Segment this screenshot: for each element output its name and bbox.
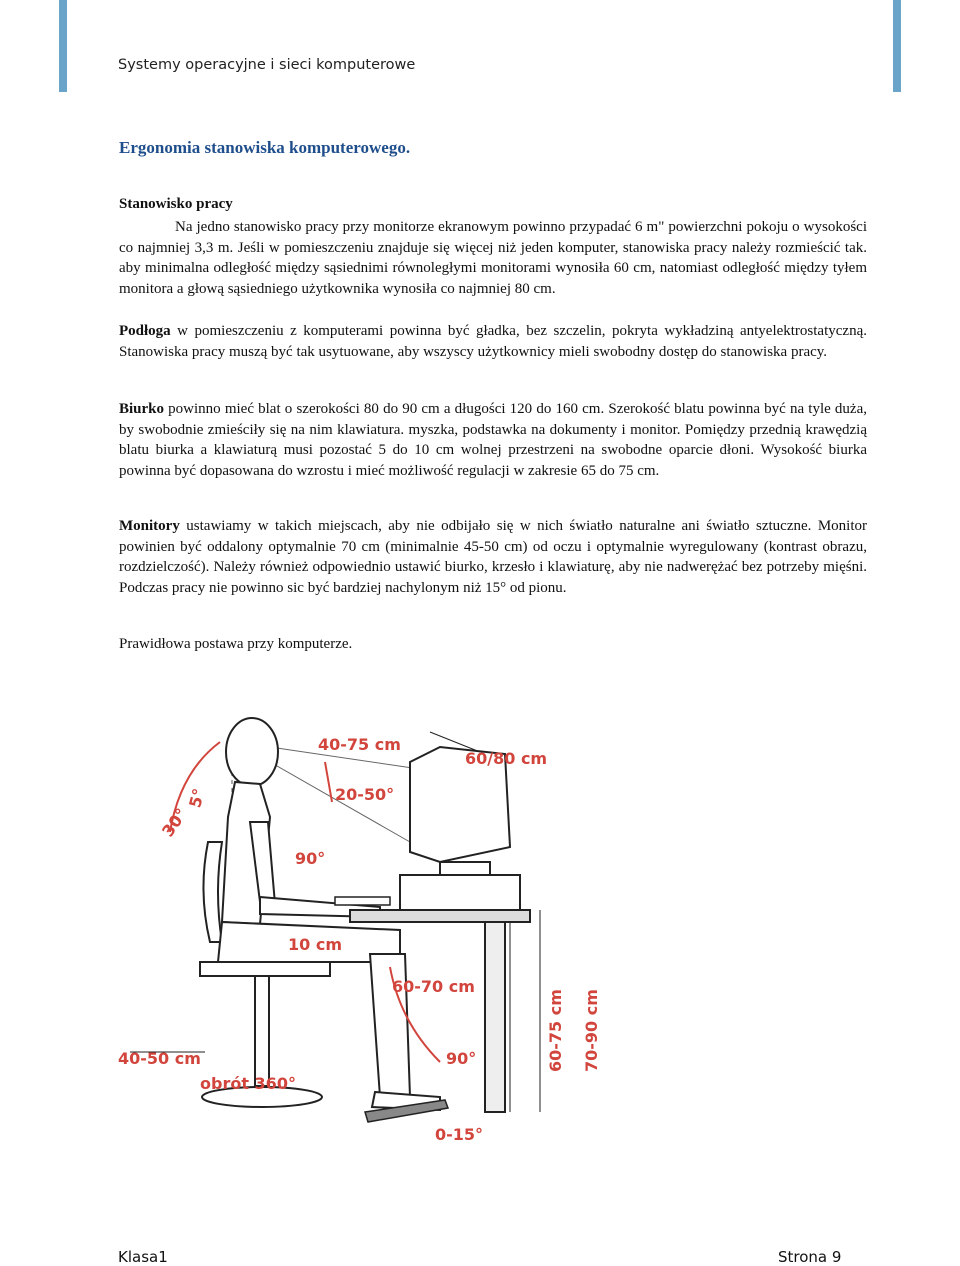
- label-wrist-gap: 10 cm: [288, 935, 342, 954]
- label-head-tilt-30: 30°: [158, 804, 191, 841]
- monitor-stand: [440, 862, 490, 875]
- monitor-text: ustawiamy w takich miejscach, aby nie odbijało się w nich światło naturalne ani światło sztuczne. Monitor powinien być oddalony optymalnie 70 cm (minimalnie 45-50 cm) od oczu i optymalnie wyregulowany (kontrast obrazu, rozdzielczość). Należy również odpowiednio ustawić biurko, krzesło i klawiaturę, aby nie nadwerężać bez potrzeby mięśni. Podczas pracy nie powinno sic być bardziej nachylonym niż 15° od pionu.: [119, 518, 867, 596]
- paragraph-workplace-text: Na jedno stanowisko pracy przy monitorze ekranowym powinno przypadać 6 m" powierzchni pokoju o wysokości co najmniej 3,3 m. Jeśli w pomieszczeniu znajduje się więcej niż jeden komputer, stanowiska pracy należy rozmieścić tak. aby minimalna odległość między sąsiednimi równoległymi monitorami wynosiła 60 cm, natomiast odległość między tyłem monitora a głową sąsiedniego użytkownika wynosiła co najmniej 80 cm.: [119, 219, 867, 297]
- paragraph-floor: [119, 321, 867, 362]
- section-title: Stanowisko pracy: [119, 196, 233, 212]
- label-monitor-distance: 60/80 cm: [465, 749, 548, 768]
- label-thigh-length: 60-70 cm: [392, 977, 475, 996]
- keyboard: [335, 897, 390, 905]
- floor-term: Podłoga: [119, 323, 171, 339]
- person-head: [226, 718, 278, 786]
- label-chair-rotation: obrót 360°: [200, 1074, 296, 1093]
- desk-top: [350, 910, 530, 922]
- label-desk-height-1: 60-75 cm: [546, 989, 565, 1072]
- desk-term: Biurko: [119, 401, 165, 417]
- chair-seat: [200, 962, 330, 976]
- paragraph-desk: [119, 399, 867, 481]
- person-lower-leg: [370, 954, 410, 1097]
- label-eye-distance: 40-75 cm: [318, 735, 401, 754]
- footer-class: Klasa1: [118, 1248, 168, 1266]
- label-desk-height-2: 70-90 cm: [582, 989, 601, 1072]
- label-gaze-angle: 20-50°: [335, 785, 395, 804]
- label-head-tilt-5: 5°: [185, 786, 209, 810]
- document-heading: Ergonomia stanowiska komputerowego.: [119, 138, 411, 157]
- floor-text: w pomieszczeniu z komputerami powinna być gładka, bez szczelin, pokryta wykładziną antyelektrostatyczną. Stanowiska pracy muszą być tak usytuowane, aby wszyscy użytkownicy mieli swobodny dostęp do stanowiska pracy.: [119, 323, 867, 360]
- label-footrest-angle: 0-15°: [435, 1125, 484, 1144]
- posture-illustration: [110, 692, 620, 1162]
- posture-caption: Prawidłowa postawa przy komputerze.: [119, 636, 353, 652]
- header-accent-bar-left: [59, 0, 67, 92]
- running-header: Systemy operacyjne i sieci komputerowe: [118, 57, 416, 73]
- chair-backrest: [203, 842, 222, 942]
- ergonomic-posture-figure: [110, 692, 620, 1162]
- paragraph-monitors: [119, 516, 867, 598]
- desk-leg: [485, 922, 505, 1112]
- label-seat-height: 40-50 cm: [118, 1049, 201, 1068]
- header-accent-bar-right: [893, 0, 901, 92]
- computer-case: [400, 875, 520, 910]
- desk-text: powinno mieć blat o szerokości 80 do 90 cm a długości 120 do 160 cm. Szerokość blatu powinna być na tyle duża, by swobodnie zmieściły się na nim klawiatura. myszka, podstawka na dokumenty i monitor. Pomiędzy przednią krawędzią blatu biurka a klawiaturą musi pozostać 5 do 10 cm wolnej przestrzeni na swobodne oparcie dłoni. Wysokość biurka powinna być dopasowana do wzrostu i mieć możliwość regulacji w zakresie 65 do 75 cm.: [119, 401, 867, 479]
- label-knee-angle: 90°: [446, 1049, 477, 1068]
- chair-column: [255, 976, 269, 1086]
- paragraph-workplace: [119, 217, 867, 299]
- footer-page-number: Strona 9: [778, 1248, 842, 1266]
- label-elbow-angle: 90°: [295, 849, 326, 868]
- monitor-term: Monitory: [119, 518, 180, 534]
